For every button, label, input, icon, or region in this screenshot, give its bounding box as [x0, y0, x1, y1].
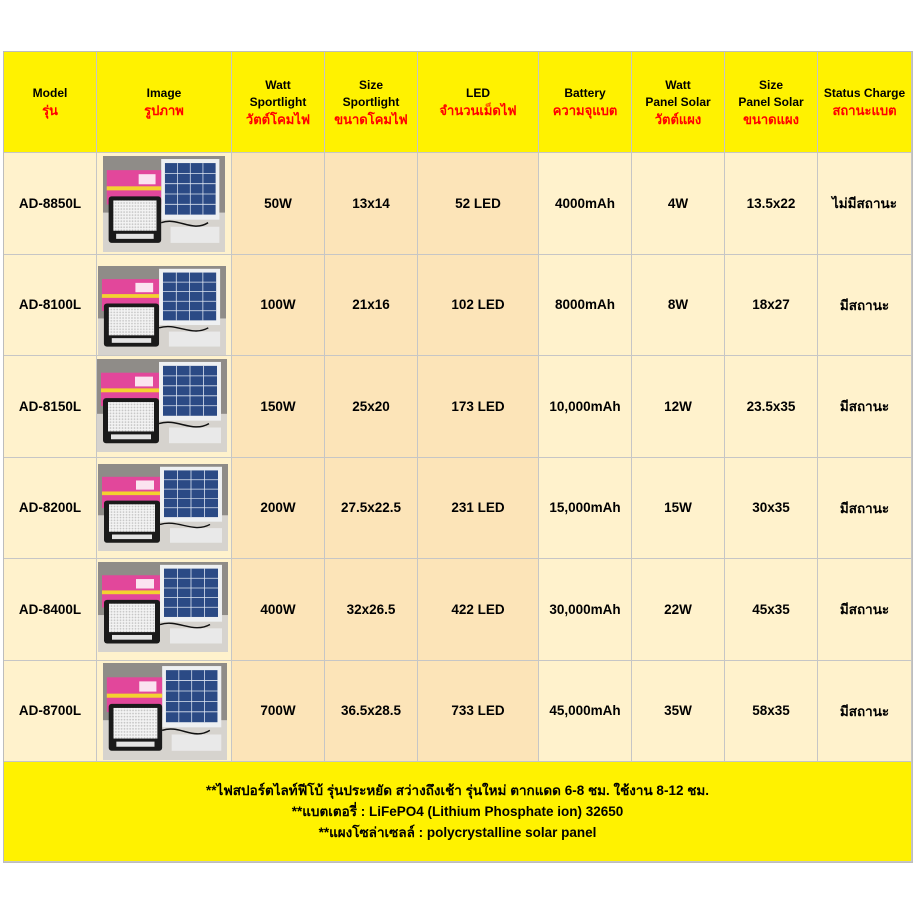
cell-size-panel-solar	[725, 559, 818, 661]
cell-watt-sportlight	[232, 356, 325, 458]
product-box-label	[136, 480, 154, 489]
cell-value: 18x27	[752, 297, 790, 313]
cell-model	[4, 559, 97, 661]
spotlight-leds	[113, 200, 156, 230]
product-photo	[98, 266, 226, 355]
spotlight-label	[116, 234, 154, 239]
spotlight-label	[112, 534, 152, 539]
cell-value: มีสถานะ	[839, 297, 890, 313]
header-battery	[539, 52, 632, 153]
cell-model	[4, 153, 97, 255]
cell-status-charge	[818, 559, 912, 661]
cell-value: 23.5x35	[746, 398, 796, 414]
header-label: Size	[758, 77, 783, 92]
spotlight-label	[116, 741, 154, 746]
cell-value: 12W	[664, 398, 692, 414]
cell-size-sportlight	[325, 356, 418, 458]
footer-note-battery: **แบตเตอรี่ : LiFePO4 (Lithium Phosphate ion) 32650	[291, 804, 624, 819]
spotlight-leds	[109, 604, 155, 632]
cell-value: 8000mAh	[554, 297, 616, 313]
header-label-thai: จำนวนเม็ดไฟ	[439, 103, 517, 118]
cell-battery	[539, 255, 632, 357]
cell-value: 10,000mAh	[549, 398, 621, 414]
cell-status-charge	[818, 661, 912, 763]
footer-note-summary: **ไฟสปอร์ตไลท์ฟีโบ้ รุ่นประหยัด สว่างถึงเช้า รุ่นใหม่ ตากแดด 6-8 ชม. ใช้งาน 8-12 ชม.	[205, 783, 710, 798]
cell-size-panel-solar	[725, 153, 818, 255]
cell-status-charge	[818, 255, 912, 357]
product-box-label	[135, 377, 153, 387]
product-box-stripe	[102, 491, 160, 495]
cell-value: 22W	[664, 601, 692, 617]
cell-size-panel-solar	[725, 255, 818, 357]
cell-value: AD-8700L	[18, 703, 82, 719]
cell-value: 35W	[664, 703, 692, 719]
cell-size-panel-solar	[725, 661, 818, 763]
cell-led	[418, 356, 539, 458]
product-photo	[98, 464, 228, 551]
cell-watt-sportlight	[232, 255, 325, 357]
header-led	[418, 52, 539, 153]
cell-battery	[539, 458, 632, 560]
product-box-label	[136, 579, 154, 588]
header-label: Size	[358, 77, 383, 92]
header-label: Watt	[265, 77, 291, 92]
header-label: Watt	[665, 77, 691, 92]
cell-value: 15,000mAh	[549, 500, 621, 516]
cell-value: 422 LED	[451, 601, 505, 617]
header-label: Status Charge	[823, 86, 906, 100]
cell-value: 52 LED	[455, 195, 501, 211]
cell-value: 13.5x22	[746, 195, 796, 211]
header-model	[4, 52, 97, 153]
product-box-stripe	[107, 693, 162, 697]
spotlight-label	[112, 338, 151, 343]
product-photo	[103, 156, 225, 252]
cell-value: มีสถานะ	[839, 703, 890, 719]
header-label-thai: ขนาดโคมไฟ	[334, 111, 408, 127]
accessory-box	[169, 428, 221, 444]
accessory-box	[170, 528, 222, 543]
header-label: Panel Solar	[738, 94, 804, 109]
cell-value: 100W	[260, 297, 296, 313]
header-label-thai: วัตต์โคมไฟ	[245, 111, 311, 127]
product-box-stripe	[102, 294, 159, 298]
product-box-stripe	[101, 388, 159, 392]
header-label: Panel Solar	[645, 94, 711, 109]
cell-value: AD-8150L	[18, 398, 82, 414]
cell-watt-panel-solar	[632, 255, 725, 357]
header-label-thai: ขนาดแผง	[743, 111, 799, 127]
cell-value: 700W	[260, 703, 296, 719]
product-box-stripe	[102, 590, 160, 594]
cell-value: 400W	[260, 601, 296, 617]
cell-value: 200W	[260, 500, 296, 516]
product-photo	[98, 562, 228, 652]
cell-size-panel-solar	[725, 356, 818, 458]
header-size-panel-solar	[725, 52, 818, 153]
header-label-thai: รูปภาพ	[144, 103, 184, 118]
cell-led	[418, 255, 539, 357]
cell-watt-panel-solar	[632, 356, 725, 458]
cell-image	[97, 458, 232, 560]
cell-value: มีสถานะ	[839, 602, 890, 618]
footer-note-solar-panel: **แผงโซล่าเซลล์ : polycrystalline solar panel	[318, 825, 597, 840]
cell-value: 36.5x28.5	[340, 703, 402, 719]
cell-value: 25x20	[352, 398, 390, 414]
cell-value: AD-8850L	[18, 195, 82, 211]
cell-watt-sportlight	[232, 153, 325, 255]
cell-battery	[539, 356, 632, 458]
spotlight-leds	[113, 707, 157, 738]
cell-size-sportlight	[325, 559, 418, 661]
cell-value: 231 LED	[451, 500, 505, 516]
cell-value: มีสถานะ	[839, 399, 890, 415]
header-label-thai: รุ่น	[42, 103, 58, 118]
cell-watt-panel-solar	[632, 458, 725, 560]
cell-value: 30,000mAh	[549, 601, 621, 617]
cell-value: 4000mAh	[554, 195, 616, 211]
cell-value: AD-8100L	[18, 297, 82, 313]
header-status-charge	[818, 52, 912, 153]
spec-table	[4, 52, 912, 862]
header-watt-sportlight	[232, 52, 325, 153]
cell-value: 21x16	[352, 297, 390, 313]
cell-value: 45,000mAh	[549, 703, 621, 719]
cell-model	[4, 356, 97, 458]
cell-value: 58x35	[752, 703, 790, 719]
cell-size-panel-solar	[725, 458, 818, 560]
cell-size-sportlight	[325, 153, 418, 255]
header-label-thai: ความจุแบต	[552, 103, 618, 118]
cell-battery	[539, 559, 632, 661]
header-label-thai: สถานะแบต	[832, 103, 897, 118]
cell-watt-sportlight	[232, 559, 325, 661]
accessory-box	[170, 628, 222, 643]
header-label: Sportlight	[342, 94, 400, 109]
cell-status-charge	[818, 356, 912, 458]
cell-value: 173 LED	[451, 398, 505, 414]
cell-size-sportlight	[325, 458, 418, 560]
cell-status-charge	[818, 153, 912, 255]
header-label: Image	[146, 86, 182, 100]
cell-value: 4W	[667, 195, 689, 211]
cell-led	[418, 661, 539, 763]
product-box-label	[135, 282, 153, 291]
footer-notes	[4, 762, 912, 862]
cell-watt-panel-solar	[632, 153, 725, 255]
spotlight-label	[112, 635, 152, 640]
cell-value: 733 LED	[451, 703, 505, 719]
product-box-label	[139, 681, 156, 691]
accessory-box	[172, 734, 222, 750]
spotlight-leds	[109, 307, 154, 335]
product-box-label	[139, 174, 156, 184]
cell-value: 102 LED	[451, 297, 505, 313]
cell-size-sportlight	[325, 661, 418, 763]
header-image	[97, 52, 232, 153]
cell-watt-sportlight	[232, 458, 325, 560]
cell-image	[97, 661, 232, 763]
cell-value: 27.5x22.5	[340, 500, 402, 516]
header-label: Model	[32, 86, 68, 100]
cell-image	[97, 356, 232, 458]
cell-value: 45x35	[752, 601, 790, 617]
cell-led	[418, 153, 539, 255]
cell-value: 32x26.5	[346, 601, 396, 617]
product-photo	[97, 359, 227, 452]
cell-value: 13x14	[352, 195, 390, 211]
spotlight-leds	[109, 504, 155, 531]
cell-model	[4, 661, 97, 763]
cell-led	[418, 559, 539, 661]
cell-watt-panel-solar	[632, 559, 725, 661]
cell-size-sportlight	[325, 255, 418, 357]
cell-value: 50W	[264, 195, 292, 211]
header-label-thai: วัตต์แผง	[654, 111, 702, 127]
header-label: Battery	[564, 86, 606, 100]
cell-value: AD-8200L	[18, 500, 82, 516]
cell-value: ไม่มีสถานะ	[831, 196, 898, 212]
product-box-stripe	[107, 186, 161, 190]
spotlight-label	[111, 434, 151, 439]
cell-value: 8W	[667, 297, 689, 313]
cell-value: 150W	[260, 398, 296, 414]
accessory-box	[171, 227, 220, 243]
cell-status-charge	[818, 458, 912, 560]
cell-watt-panel-solar	[632, 661, 725, 763]
header-label: Sportlight	[249, 94, 307, 109]
cell-led	[418, 458, 539, 560]
cell-model	[4, 255, 97, 357]
header-watt-panel-solar	[632, 52, 725, 153]
cell-battery	[539, 153, 632, 255]
cell-image	[97, 255, 232, 357]
header-size-sportlight	[325, 52, 418, 153]
cell-battery	[539, 661, 632, 763]
cell-value: มีสถานะ	[839, 500, 890, 516]
cell-value: 15W	[664, 500, 692, 516]
header-label: LED	[466, 86, 490, 100]
spotlight-leds	[108, 402, 154, 431]
cell-image	[97, 153, 232, 255]
cell-watt-sportlight	[232, 661, 325, 763]
cell-image	[97, 559, 232, 661]
product-photo	[103, 663, 227, 760]
cell-value: AD-8400L	[18, 601, 82, 617]
cell-model	[4, 458, 97, 560]
accessory-box	[169, 331, 220, 346]
cell-value: 30x35	[752, 500, 790, 516]
